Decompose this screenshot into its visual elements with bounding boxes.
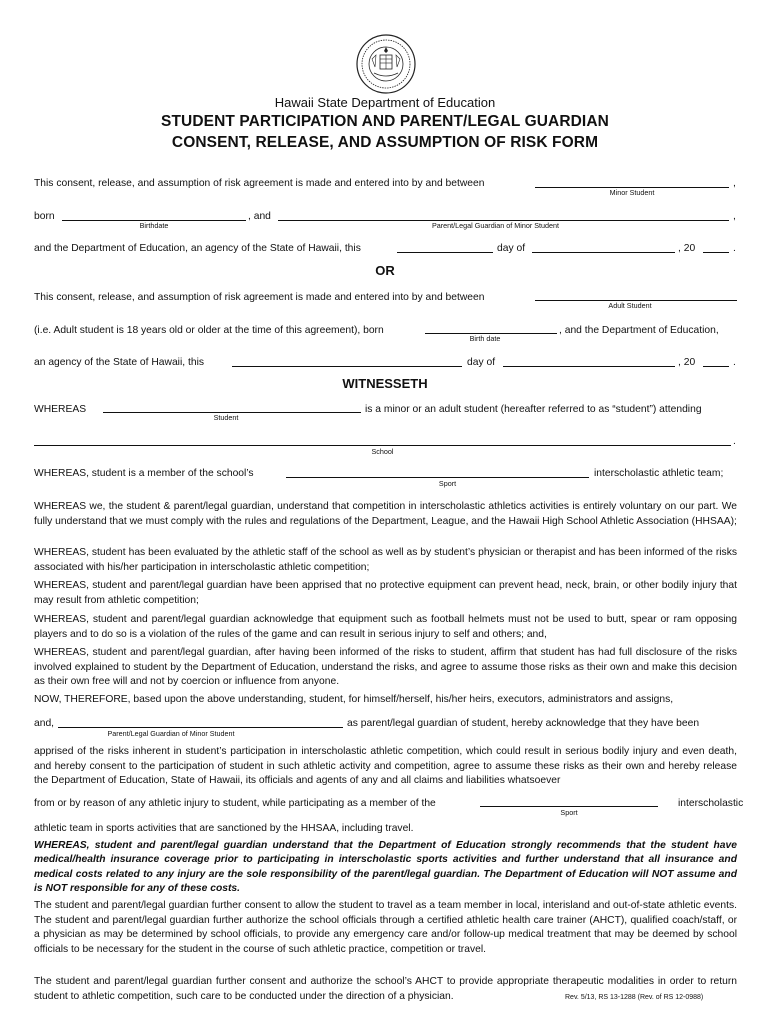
acknowledge-text: as parent/legal guardian of student, hereby acknowledge that they have been (347, 718, 700, 729)
interscholastic-label: interscholastic (678, 798, 744, 809)
now-therefore-text: NOW, THEREFORE, based upon the above understanding, student, for himself/herself, his/her heirs, executors, administrators and assigns, (34, 694, 674, 705)
adult-doe-text: , and the Department of Education, (559, 325, 719, 336)
athletic-team-line: athletic team in sports activities that are sanctioned by the HHSAA, including travel. (34, 823, 414, 834)
adult-day-of-label: day of (467, 357, 496, 368)
sport-field[interactable] (286, 477, 589, 478)
form-title-line2: CONSENT, RELEASE, AND ASSUMPTION OF RISK FORM (171, 134, 599, 151)
minor-student-caption: Minor Student (609, 188, 655, 197)
whereas-paragraph-protective: WHEREAS, student and parent/legal guardian have been apprised that no protective equipment can prevent head, neck, brain, or other bodily injury that may result from athletic competition; (34, 580, 737, 606)
state-seal-icon (355, 33, 417, 95)
whereas-paragraph-equipment: WHEREAS, student and parent/legal guardian acknowledge that equipment such as football helmets must not be used to butt, spear or ram opposing players and to do so is a violation of the rules of the game and can result in serious injury to self and others; and, (34, 614, 737, 640)
school-caption: School (371, 447, 394, 456)
adult-year-field[interactable] (703, 366, 729, 367)
birthdate-caption: Birthdate (139, 221, 169, 230)
guardian-caption: Parent/Legal Guardian of Minor Student (431, 221, 560, 230)
adult-birthdate-caption: Birth date (469, 334, 501, 343)
comma: , (733, 178, 736, 189)
minor-or-adult-text: is a minor or an adult student (hereafter referred to as “student”) attending (365, 404, 702, 415)
travel-paragraph: The student and parent/legal guardian further consent to allow the student to travel as a team member in local, interisland and out-of-state athletic events. The student and parent/legal guardian further authorize the school officials through a certified athletic health care trainer (AHCT), qualified coach/staff, or a physician as may be determined by school officials, to provide any emergency care and/or follow-up medical treatment that may be deemed by school officials to be necessary for the student in the course of such athletic practice, competition or travel. (34, 900, 737, 955)
adult-agency-text: an agency of the State of Hawaii, this (34, 357, 204, 368)
adult-student-caption: Adult Student (608, 301, 652, 310)
revision-note: Rev. 5/13, RS 13-1288 (Rev. of RS 12-0988) (565, 994, 704, 1001)
year-field[interactable] (703, 252, 729, 253)
witnesseth-heading: WITNESSETH (342, 376, 428, 391)
whereas-paragraph-disclosure: WHEREAS, student and parent/legal guardian, after having been informed of the risks to student, affirm that student has had full disclosure of the risks involved explained to student by the Department of Education, understand the risks, and agree to assume those risks as their own and make this decision as their own free will and not by coercion or influence from anyone. (34, 647, 737, 688)
period: . (733, 357, 736, 368)
whereas-paragraph-voluntary: WHEREAS we, the student & parent/legal guardian, understand that competition in interscholastic athletics activities is entirely voluntary on our part. We fully understand that we must comply with the rules and regulations of the Department, League, and the Hawaii High School Athletic Association (HHSAA); (34, 501, 737, 527)
team-sport-caption: Sport (560, 808, 578, 817)
period: . (733, 436, 736, 447)
comma: , (733, 211, 736, 222)
and-label: , and (248, 211, 271, 222)
adult-year-prefix: , 20 (678, 357, 696, 368)
or-divider: OR (375, 263, 395, 278)
doe-agency-text: and the Department of Education, an agency of the State of Hawaii, this (34, 243, 361, 254)
apprised-paragraph: apprised of the risks inherent in student’s participation in interscholastic athletic competition, which could result in serious bodily injury and even death, and hereby consent to the participation of student in such athletic activity and competition, agree to assume these risks as their own and hereby release the Department of Education, State of Hawaii, its officials and agents of any and all claims and liabilities whatsoever (34, 746, 737, 787)
year-prefix: , 20 (678, 243, 696, 254)
day-field[interactable] (397, 252, 493, 253)
athletic-team-text: interscholastic athletic team; (594, 468, 724, 479)
whereas-paragraph-evaluated: WHEREAS, student has been evaluated by the athletic staff of the school as well as by student’s physician or therapist and has been informed of the risks associated with his/her participation in interscholastic athletic competition; (34, 547, 737, 573)
guardian-name-field[interactable] (58, 727, 343, 728)
insurance-whereas-paragraph: WHEREAS, student and parent/legal guardian understand that the Department of Education strongly recommends that the student have medical/health insurance coverage prior to participating in interscholastic sports activities and further understand that all insurance and medical costs related to any injury are the sole responsibility of the parent/legal guardian. The Department of Education will NOT assume and is NOT responsible for any of these costs. (34, 840, 737, 895)
form-title-line1: STUDENT PARTICIPATION AND PARENT/LEGAL GUARDIAN (161, 113, 609, 130)
whereas-label: WHEREAS (34, 404, 87, 415)
from-reason-text: from or by reason of any athletic injury to student, while participating as a member of the (34, 798, 436, 809)
guardian-name-caption: Parent/Legal Guardian of Minor Student (107, 729, 235, 738)
minor-intro-text: This consent, release, and assumption of risk agreement is made and entered into by and between (34, 178, 485, 189)
ahct-paragraph-text: The student and parent/legal guardian further consent and authorize the school’s AHCT to provide appropriate therapeutic modalities in order to return student to athletic competition, such care to be conducted under the direction of a physician. (34, 976, 737, 1002)
and-label: and, (34, 718, 55, 729)
adult-day-field[interactable] (232, 366, 462, 367)
period: . (733, 243, 736, 254)
school-field[interactable] (34, 445, 731, 446)
student-caption: Student (213, 413, 239, 422)
member-text: WHEREAS, student is a member of the school’s (34, 468, 254, 479)
adult-month-field[interactable] (503, 366, 675, 367)
month-field[interactable] (532, 252, 675, 253)
born-label: born (34, 211, 55, 222)
sport-caption: Sport (438, 479, 457, 488)
adult-intro-text: This consent, release, and assumption of risk agreement is made and entered into by and between (34, 292, 485, 303)
adult-age-text: (i.e. Adult student is 18 years old or older at the time of this agreement), born (34, 325, 384, 336)
team-sport-field[interactable] (480, 806, 658, 807)
department-name: Hawaii State Department of Education (274, 95, 496, 110)
day-of-label: day of (497, 243, 526, 254)
